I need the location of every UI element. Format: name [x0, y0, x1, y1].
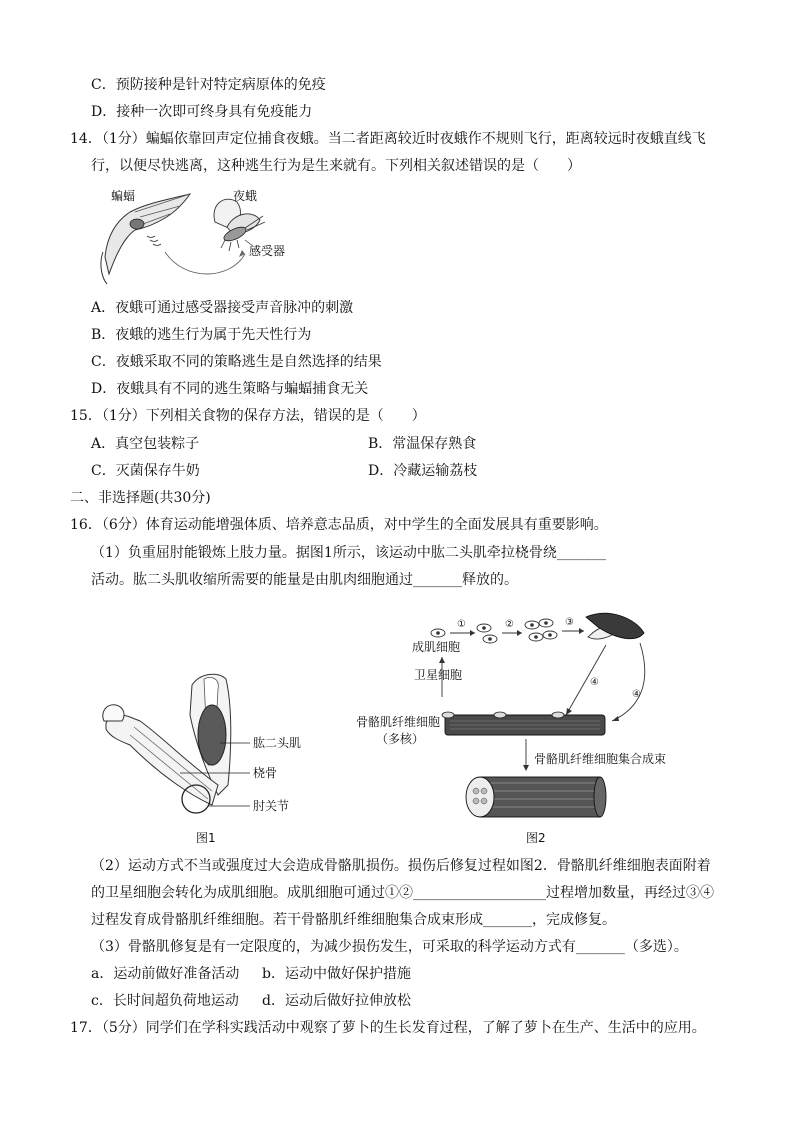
step4b-label: ④ — [632, 689, 641, 700]
step1-label: ① — [457, 619, 466, 630]
q16-option-a: a．运动前做好准备活动 — [91, 966, 240, 982]
q16-part2-line3: 过程发育成骨骼肌纤维细胞。若干骨骼肌纤维细胞集合成束形成_______，完成修复。 — [91, 912, 616, 928]
q14-option-b: B．夜蛾的逃生行为属于先天性行为 — [91, 327, 312, 343]
receptor-label: 感受器 — [249, 244, 286, 258]
q16-option-c: c．长时间超负荷地运动 — [91, 993, 239, 1009]
q16-part2-line1: （2）运动方式不当或强度过大会造成骨骼肌损伤。损伤后修复过程如图2．骨骼肌纤维细胞表面附着 — [91, 858, 711, 874]
q16-option-d: d．运动后做好拉伸放松 — [262, 993, 411, 1009]
q16-part3: （3）骨骼肌修复是有一定限度的，为减少损伤发生，可采取的科学运动方式有_______（多选）。 — [91, 939, 688, 955]
q15-stem: 15．（1分）下列相关食物的保存方法，错误的是（ ） — [70, 408, 426, 424]
elbow-label: 肘关节 — [253, 799, 290, 813]
q14-stem-line2: 行，以便尽快逃离，这种逃生行为是生来就有。下列相关叙述错误的是（ ） — [91, 158, 581, 174]
section-title: 二、非选择题(共30分) — [70, 490, 211, 506]
q16-part2-line2: 的卫星细胞会转化为成肌细胞。成肌细胞可通过①②___________________过程增加数量，再经过③④ — [91, 885, 714, 901]
q15-option-d: D．冷藏运输荔枝 — [368, 463, 478, 479]
q17-stem: 17．（5分）同学们在学科实践活动中观察了萝卜的生长发育过程，了解了萝卜在生产、生活中的应用。 — [70, 1020, 706, 1036]
figure2-caption: 图2 — [526, 831, 546, 845]
figure1-caption: 图1 — [196, 831, 216, 845]
step2-label: ② — [505, 619, 514, 630]
step3-label: ③ — [565, 617, 574, 628]
radius-label: 桡骨 — [253, 766, 278, 780]
bat-illustration — [101, 194, 190, 284]
q16-part1-line1: （1）负重屈肘能锻炼上肢力量。据图1所示，该运动中肱二头肌牵拉桡骨绕_______ — [91, 545, 606, 561]
q14-option-a: A．夜蛾可通过感受器接受声音脉冲的刺激 — [91, 300, 354, 316]
q16-part1-line2: 活动。肱二头肌收缩所需要的能量是由肌肉细胞通过_______释放的。 — [91, 572, 518, 588]
figure2-muscle-repair — [350, 605, 680, 850]
bundle-label: 骨骼肌纤维细胞集合成束 — [534, 752, 667, 766]
step4a-label: ④ — [590, 677, 599, 688]
muscle-bundle-illustration — [466, 777, 606, 817]
bat-label: 蝙蝠 — [111, 189, 136, 203]
multinuclear-label: （多核） — [376, 732, 425, 746]
satellite-cell-label: 卫星细胞 — [414, 668, 463, 682]
biceps-muscle — [198, 705, 226, 765]
bat-moth-figure — [95, 182, 295, 292]
q15-option-a: A．真空包装粽子 — [91, 436, 200, 452]
q13-option-d: D．接种一次即可终身具有免疫能力 — [91, 104, 313, 120]
q16-stem: 16．（6分）体育运动能增强体质、培养意志品质，对中学生的全面发展具有重要影响。 — [70, 517, 608, 533]
biceps-label: 肱二头肌 — [253, 736, 302, 750]
muscle-fiber-label: 骨骼肌纤维细胞 — [356, 715, 441, 729]
myoblast-label: 成肌细胞 — [412, 640, 461, 654]
q14-stem-line1: 14．（1分）蝙蝠依靠回声定位捕食夜蛾。当二者距离较近时夜蛾作不规则飞行，距离较远时夜蛾直线飞 — [70, 131, 706, 147]
q15-option-c: C．灭菌保存牛奶 — [91, 463, 200, 479]
q14-option-c: C．夜蛾采取不同的策略逃生是自然选择的结果 — [91, 354, 382, 370]
figure1-arm — [100, 665, 310, 850]
q16-option-b: b．运动中做好保护措施 — [262, 966, 411, 982]
q14-option-d: D．夜蛾具有不同的逃生策略与蝙蝠捕食无关 — [91, 381, 369, 397]
flight-path-arrow — [165, 252, 245, 274]
moth-label: 夜蛾 — [233, 189, 258, 203]
q15-option-b: B．常温保存熟食 — [368, 436, 477, 452]
q13-option-c: C．预防接种是针对特定病原体的免疫 — [91, 77, 326, 93]
